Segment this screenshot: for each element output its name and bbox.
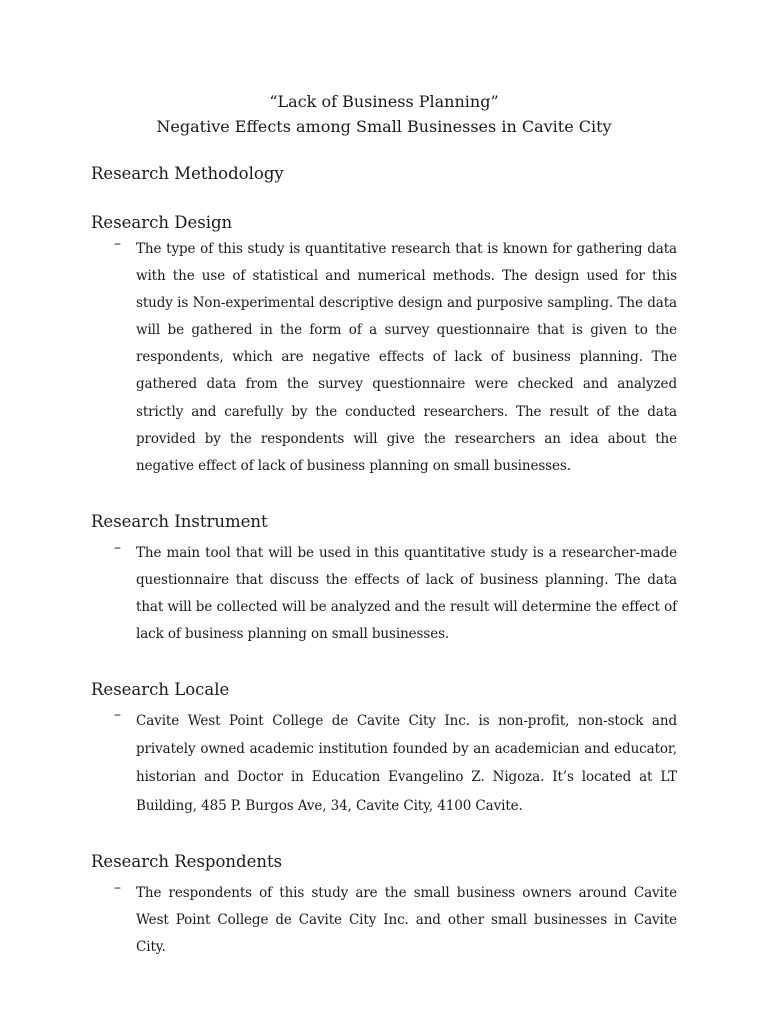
paragraph-research-design: The type of this study is quantitative research that is known for gathering data with the use of statistical and numerical methods. The design used for this study is Non-experimental descriptive design and purposive sampling. The data will be gathered in the form of a survey questionnaire that is given to the respondents, which are negative effects of lack of business planning. The gathered data from the survey questionnaire were checked and analyzed strictly and carefully by the conducted researchers. The result of the data provided by the respondents will give the researchers an idea about the negative effect of lack of business planning on small businesses. [136, 241, 677, 474]
paragraph-research-respondents: The respondents of this study are the small business owners around Cavite West Point College de Cavite City Inc. and other small businesses in Cavite City. [136, 885, 677, 955]
list-item-research-design [114, 236, 677, 480]
heading-research-respondents: Research Respondents [91, 852, 283, 871]
bullet-dash: – [114, 880, 121, 896]
list-item-research-locale [114, 707, 677, 820]
list-item-research-respondents [114, 880, 677, 961]
bullet-dash: – [114, 236, 121, 252]
paragraph-research-instrument: The main tool that will be used in this quantitative study is a researcher-made questionnaire that discuss the effects of lack of business planning. The data that will be collected will be analyzed and the result will determine the effect of lack of business planning on small businesses. [136, 545, 677, 642]
list-item-research-instrument [114, 540, 677, 648]
section-heading-methodology: Research Methodology [91, 164, 284, 183]
bullet-dash: – [114, 707, 121, 723]
paragraph-research-locale: Cavite West Point College de Cavite City Inc. is non-profit, non-stock and privately owned academic institution founded by an academician and educator, historian and Doctor in Education Evangelino Z. Nigoza. It’s located at LT Building, 485 P. Burgos Ave, 34, Cavite City, 4100 Cavite. [136, 713, 677, 814]
bullet-dash: – [114, 540, 121, 556]
document-subtitle: Negative Effects among Small Businesses in Cavite City [156, 117, 612, 136]
heading-research-instrument: Research Instrument [91, 512, 268, 531]
heading-research-locale: Research Locale [91, 680, 230, 699]
document-title: “Lack of Business Planning” [269, 92, 499, 111]
heading-research-design: Research Design [91, 213, 233, 232]
